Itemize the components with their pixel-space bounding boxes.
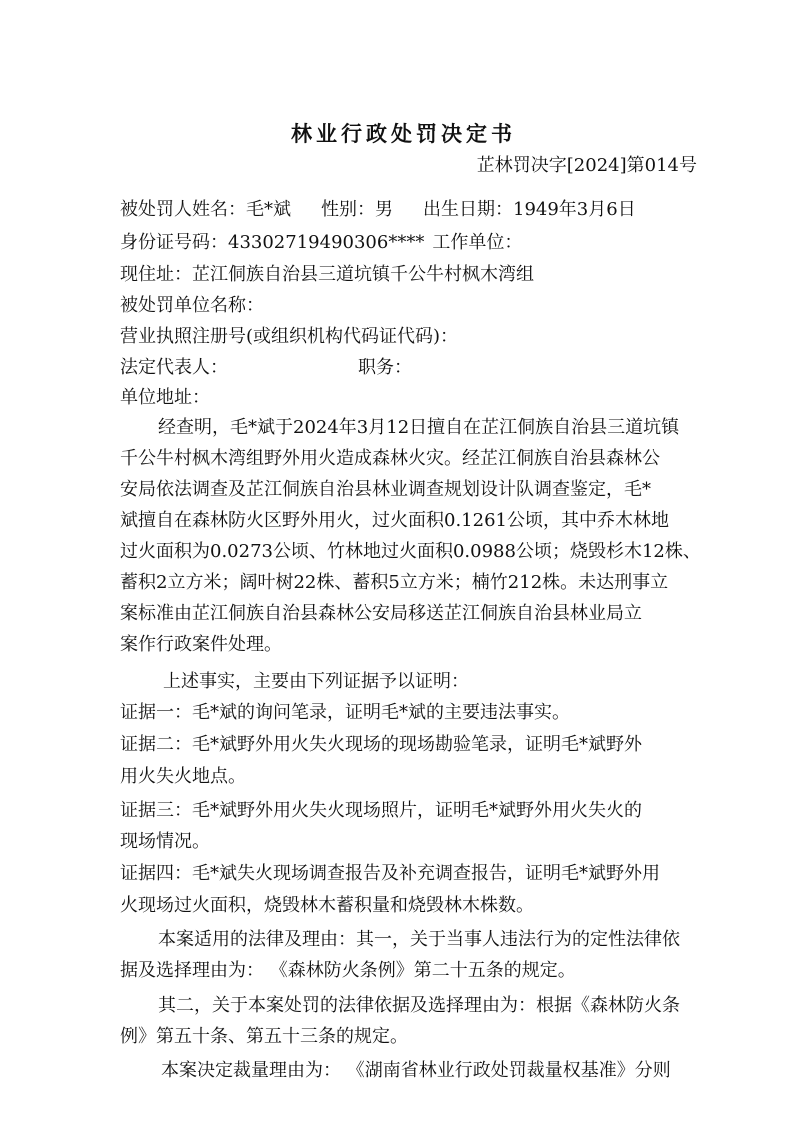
body-line: 案标准由芷江侗族自治县森林公安局移送芷江侗族自治县林业局立	[120, 603, 642, 624]
name-value: 毛*斌	[246, 199, 291, 220]
evidence-4-cont: 火现场过火面积，烧毁林木蓄积量和烧毁林木株数。	[120, 895, 534, 916]
body-line: 千公牛村枫木湾组野外用火造成森林火灾。经芷江侗族自治县森林公	[120, 448, 660, 469]
discretion-reason: 本案决定裁量理由为： 《湖南省林业行政处罚裁量权基准》分则	[161, 1060, 671, 1081]
license-line	[120, 322, 458, 348]
body-line: 安局依法调查及芷江侗族自治县林业调查规划设计队调查鉴定，毛*	[120, 479, 651, 500]
body-line: 蓄积2立方米；阔叶树22株、蓄积5立方米；楠竹212株。未达刑事立	[120, 572, 669, 593]
unit-name-line	[120, 291, 264, 317]
representative-line	[120, 353, 412, 379]
evidence-intro: 上述事实，主要由下列证据予以证明：	[163, 671, 469, 692]
id-label: 身份证号码：	[120, 232, 228, 253]
law-basis-2: 其二，关于本案处罚的法律依据及选择理由为：根据《森林防火条	[158, 995, 680, 1016]
evidence-3: 证据三：毛*斌野外用火失火现场照片，证明毛*斌野外用火失火的	[120, 800, 642, 821]
body-line: 斌擅自在森林防火区野外用火，过火面积0.1261公顷，其中乔木林地	[120, 510, 669, 531]
law-basis-1: 本案适用的法律及理由：其一，关于当事人违法行为的定性法律依	[158, 929, 680, 950]
document-title: 林业行政处罚决定书	[291, 122, 516, 146]
body-line: 过火面积为0.0273公顷、竹林地过火面积0.0988公顷；烧毁杉木12株、	[120, 541, 701, 562]
body-line: 案作行政案件处理。	[120, 634, 282, 655]
id-line	[120, 228, 522, 254]
name-label: 被处罚人姓名：	[120, 199, 246, 220]
body-line: 经查明，毛*斌于2024年3月12日擅自在芷江侗族自治县三道坑镇	[158, 417, 680, 438]
birth-value: 1949年3月6日	[513, 199, 636, 220]
evidence-3-cont: 现场情况。	[120, 831, 210, 852]
evidence-1: 证据一：毛*斌的询问笔录，证明毛*斌的主要违法事实。	[120, 702, 570, 723]
unit-address-label: 单位地址：	[120, 387, 210, 408]
birth-label: 出生日期：	[423, 199, 513, 220]
document-number: 芷林罚决字[2024]第014号	[476, 155, 697, 176]
license-label: 营业执照注册号(或组织机构代码证代码)：	[120, 326, 459, 347]
evidence-2-cont: 用火失火地点。	[120, 766, 246, 787]
evidence-2: 证据二：毛*斌野外用火失火现场的现场勘验笔录，证明毛*斌野外	[120, 734, 642, 755]
gender-value: 男	[375, 199, 393, 220]
evidence-4: 证据四：毛*斌失火现场调查报告及补充调查报告，证明毛*斌野外用	[120, 863, 660, 884]
address-label: 现住址：	[120, 264, 192, 285]
unit-address-line	[120, 383, 210, 409]
law-basis-1-cont: 据及选择理由为： 《森林防火条例》第二十五条的规定。	[120, 960, 576, 981]
address-line	[120, 260, 534, 286]
gender-label: 性别：	[321, 199, 375, 220]
law-basis-2-cont: 例》第五十条、第五十三条的规定。	[120, 1026, 408, 1047]
representative-label: 法定代表人：	[120, 357, 228, 378]
unit-name-label: 被处罚单位名称：	[120, 295, 264, 316]
id-value: 43302719490306****	[228, 232, 425, 253]
person-info-line	[120, 195, 636, 221]
address-value: 芷江侗族自治县三道坑镇千公牛村枫木湾组	[192, 264, 534, 285]
position-label: 职务：	[358, 357, 412, 378]
work-label: 工作单位：	[432, 232, 523, 253]
